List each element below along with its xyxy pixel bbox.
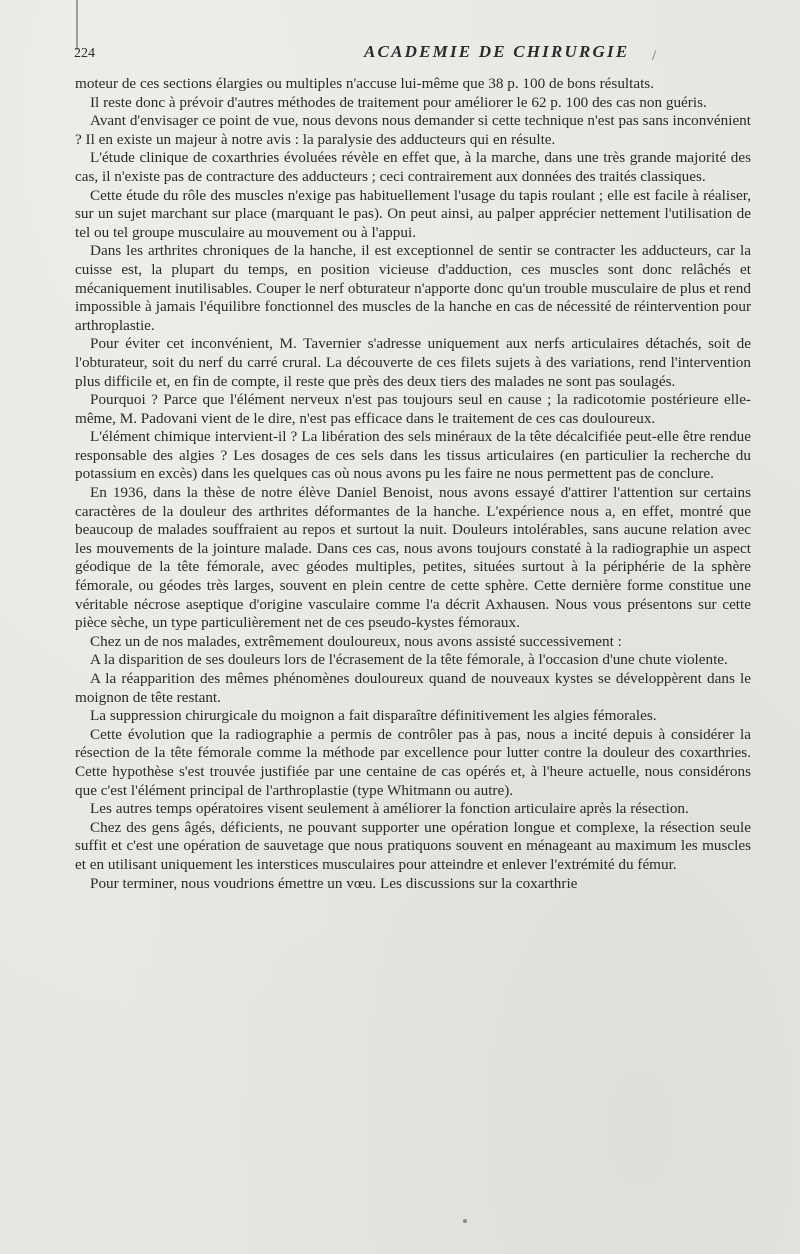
page-number: 224 (74, 46, 95, 61)
paragraph: La suppression chirurgicale du moignon a fait disparaître définitivement les algies fémorales. (90, 707, 657, 725)
paragraph: Chez des gens âgés, déficients, ne pouvant supporter une opération longue et complexe, la résection seule suffit et c'est une opération de sauvetage que nous pratiquons souvent en ménageant au maximum les muscles et en utilisant uniquement les interstices musculaires pour atteindre et enlever l'extrémité du fémur. (75, 818, 751, 873)
paragraph: moteur de ces sections élargies ou multiples n'accuse lui-même que 38 p. 100 de bons résultats. (75, 75, 655, 92)
paragraph: En 1936, dans la thèse de notre élève Daniel Benoist, nous avons essayé d'attirer l'attention sur certains caractères de la douleur des arthrites déformantes de la hanche. L'expérience nous a, en effet, montré que beaucoup de malades souffraient au repos et surtout la nuit. Douleurs intolérables, sans aucune relation avec les mouvements de la jointure malade. Dans ces cas, nous avons toujours constaté à la radiographie un aspect géodique de la tête fémorale, avec géodes multiples, petites, situées surtout à la périphérie de la sphère fémorale, ou géodes très larges, souvent en plein centre de cette sphère. Cette dernière forme constitue une véritable nécrose aseptique d'origine vasculaire comme l'a décrit Axhausen. Nous vous présentons sur cette pièce sèche, un type particulièrement net de ces pseudo-kystes fémoraux. (75, 484, 751, 632)
paragraph: Avant d'envisager ce point de vue, nous devons nous demander si cette technique n'est pas sans inconvénient ? Il en existe un majeur à notre avis : la paralysie des adducteurs qui en résulte. (75, 112, 751, 148)
paragraph: Chez un de nos malades, extrêmement douloureux, nous avons assisté successivement : (90, 632, 622, 650)
body-text (75, 75, 751, 893)
paragraph: L'élément chimique intervient-il ? La libération des sels minéraux de la tête décalcifiée peut-elle être rendue responsable des algies ? Les dosages de ces sels dans les tissus articulaires (en particulier la recherche du potassium en excès) dans les quelques cas où nous avons pu les faire ne nous permettent pas de conclure. (75, 428, 751, 483)
page-header (74, 40, 754, 66)
paragraph: A la disparition de ses douleurs lors de l'écrasement de la tête fémorale, à l'occasion d'une chute violente. (90, 651, 728, 669)
header-mark: / (652, 48, 657, 64)
paragraph: L'étude clinique de coxarthries évoluées révèle en effet que, à la marche, dans une très grande majorité des cas, il n'existe pas de contracture des adducteurs ; ceci contrairement aux données des traités classiques. (75, 149, 751, 185)
ink-speck (463, 1219, 467, 1223)
paragraph: Dans les arthrites chroniques de la hanche, il est exceptionnel de sentir se contracter les adducteurs, car la cuisse est, la plupart du temps, en position vicieuse d'adduction, ces muscles sont donc relâchés et mécaniquement inutilisables. Couper le nerf obturateur n'apporte donc qu'un trouble musculaire de plus et rend impossible à jamais l'équilibre fonctionnel des muscles de la hanche en cas de nécessité de réintervention pour arthroplastie. (75, 242, 751, 334)
paragraph: A la réapparition des mêmes phénomènes douloureux quand de nouveaux kystes se développèrent dans le moignon de tête restant. (75, 670, 751, 706)
paragraph: Cette étude du rôle des muscles n'exige pas habituellement l'usage du tapis roulant ; elle est facile à réaliser, sur un sujet marchant sur place (marquant le pas). On peut ainsi, au palper apprécier nettement l'utilisation de tel ou tel groupe musculaire au mouvement ou à l'appui. (75, 186, 751, 241)
paragraph: Pour éviter cet inconvénient, M. Tavernier s'adresse uniquement aux nerfs articulaires détachés, soit de l'obturateur, soit du nerf du carré crural. La découverte de ces filets sujets à des variations, rend l'intervention plus difficile et, en fin de compte, il reste que près des deux tiers des malades ne sont pas soulagés. (75, 335, 751, 390)
running-title: ACADEMIE DE CHIRURGIE (364, 42, 630, 61)
paragraph: Il reste donc à prévoir d'autres méthodes de traitement pour améliorer le 62 p. 100 des cas non guéris. (90, 93, 707, 111)
paragraph: Pour terminer, nous voudrions émettre un vœu. Les discussions sur la coxarthrie (90, 874, 578, 892)
paragraph: Les autres temps opératoires visent seulement à améliorer la fonction articulaire après la résection. (90, 800, 689, 818)
paragraph: Pourquoi ? Parce que l'élément nerveux n'est pas toujours seul en cause ; la radicotomie postérieure elle-même, M. Padovani vient de le dire, n'est pas efficace dans le traitement de ces cas douloureux. (75, 391, 751, 427)
paragraph: Cette évolution que la radiographie a permis de contrôler pas à pas, nous a incité depuis à considérer la résection de la tête fémorale comme la méthode par excellence pour lutter contre la douleur des coxarthries. Cette hypothèse s'est trouvée justifiée par une centaine de cas opérés et, à l'heure actuelle, nous considérons que c'est l'élément principal de l'arthroplastie (type Whitmann ou autre). (75, 725, 751, 799)
